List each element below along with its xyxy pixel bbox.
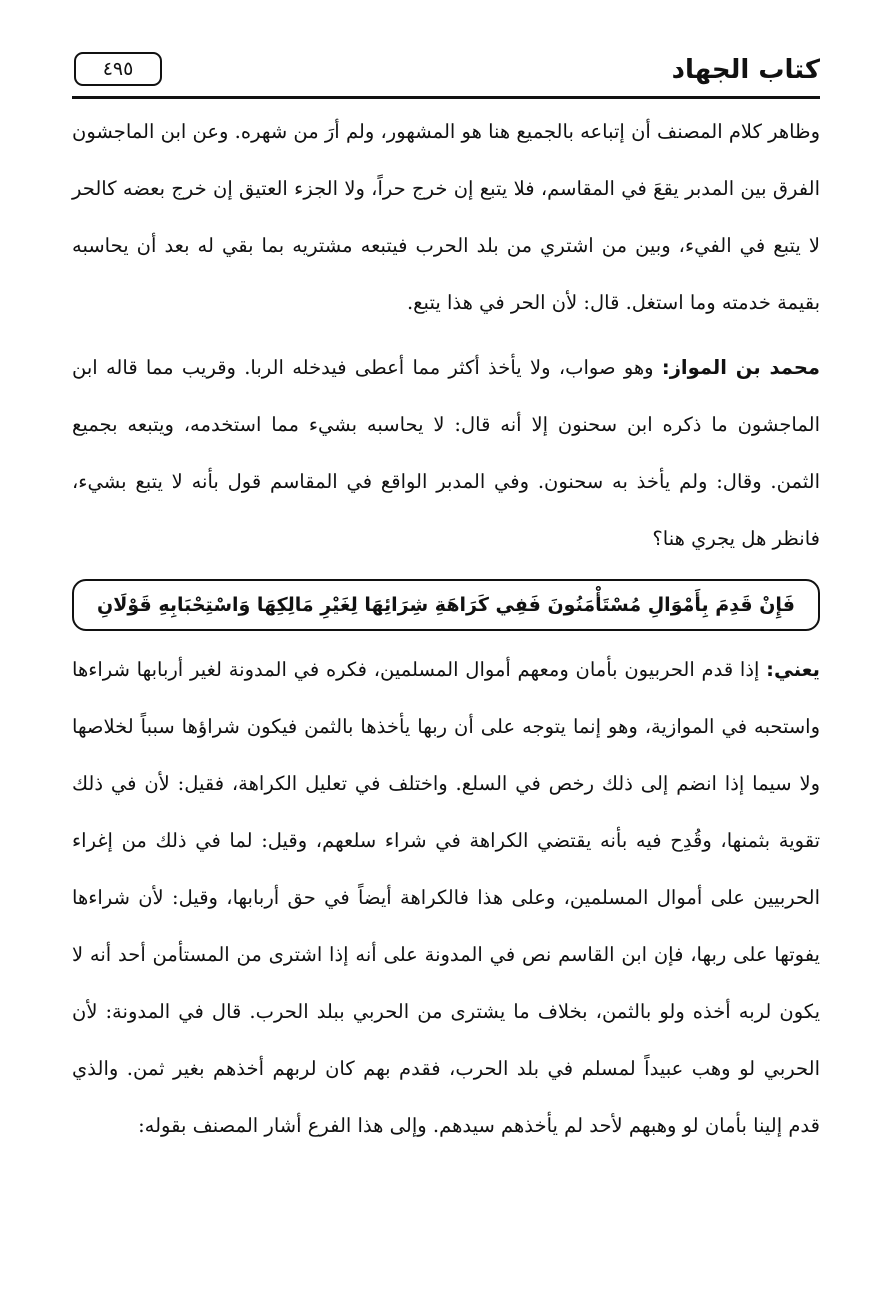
book-title: كتاب الجهاد (671, 55, 820, 85)
book-page (72, 48, 820, 1154)
commentary-body: إذا قدم الحربيون بأمان ومعهم أموال المسلمين، فكره في المدونة لغير أربابها شراءها واستحبه في الموازية، وهو إنما يتوجه على أن ربها يأخذها بالثمن فيكون شراؤها سبباً لخلاصها ولا سيما إذا انضم إلى ذلك رخص في السلع. واختلف في تعليل الكراهة، فقيل: لأن في ذلك تقوية بثمنها، وقُدِح فيه بأنه يقتضي الكراهة في شراء سلعهم، وقيل: لما في ذلك من إغراء الحربيين على أموال المسلمين، وعلى هذا فالكراهة أيضاً في حق أربابها، وقيل: لأن شراءها يفوتها على ربها، فإن ابن القاسم نص في المدونة على أنه إذا اشترى من المستأمن أحد أنه لا يكون لربه أخذه ولو بالثمن، بخلاف ما يشترى من الحربي ببلد الحرب. قال في المدونة: لأن الحربي لو وهب عبيداً لمسلم في بلد الحرب، فقدم بهم كان لربهم أخذهم بغير ثمن. والذي قدم إلينا بأمان لو وهبهم لأحد لم يأخذهم سيدهم. وإلى هذا الفرع أشار المصنف بقوله: (72, 658, 820, 1137)
matn-box: فَإِنْ قَدِمَ بِأَمْوَالِ مُسْتَأْمَنُونَ فَفِي كَرَاهَةِ شِرَائِهَا لِغَيْرِ مَالِكِهَا وَاسْتِحْبَابِهِ قَوْلَانِ (72, 579, 820, 631)
commentary-paragraph (72, 641, 820, 1154)
paragraph-2-lead: محمد بن المواز: (661, 356, 820, 379)
paragraph-2 (72, 339, 820, 567)
commentary-lead: يعني: (766, 658, 820, 681)
paragraph-1: وظاهر كلام المصنف أن إتباعه بالجميع هنا هو المشهور، ولم أرَ من شهره. وعن ابن الماجشون الفرق بين المدبر يقعَ في المقاسم، فلا يتبع إن خرج حراً، ولا الجزء العتيق إن خرج بعضه كالحر لا يتبع في الفيء، وبين من اشتري من بلد الحرب فيتبعه مشتريه بما بقي له بعد أن يحاسبه بقيمة خدمته وما استغل. قال: لأن الحر في هذا يتبع. (72, 120, 820, 314)
page-header (72, 48, 820, 96)
page-number: ٤٩٥ (74, 52, 162, 86)
paragraph-2-body: وهو صواب، ولا يأخذ أكثر مما أعطى فيدخله الربا. وقريب مما قاله ابن الماجشون ما ذكره ابن سحنون إلا أنه قال: لا يحاسبه بشيء مما استخدمه، ويتبعه بجميع الثمن. وقال: ولم يأخذ به سحنون. وفي المدبر الواقع في المقاسم قول بأنه لا يتبع بشيء، فانظر هل يجري هنا؟ (72, 356, 820, 550)
header-rule (72, 96, 820, 99)
